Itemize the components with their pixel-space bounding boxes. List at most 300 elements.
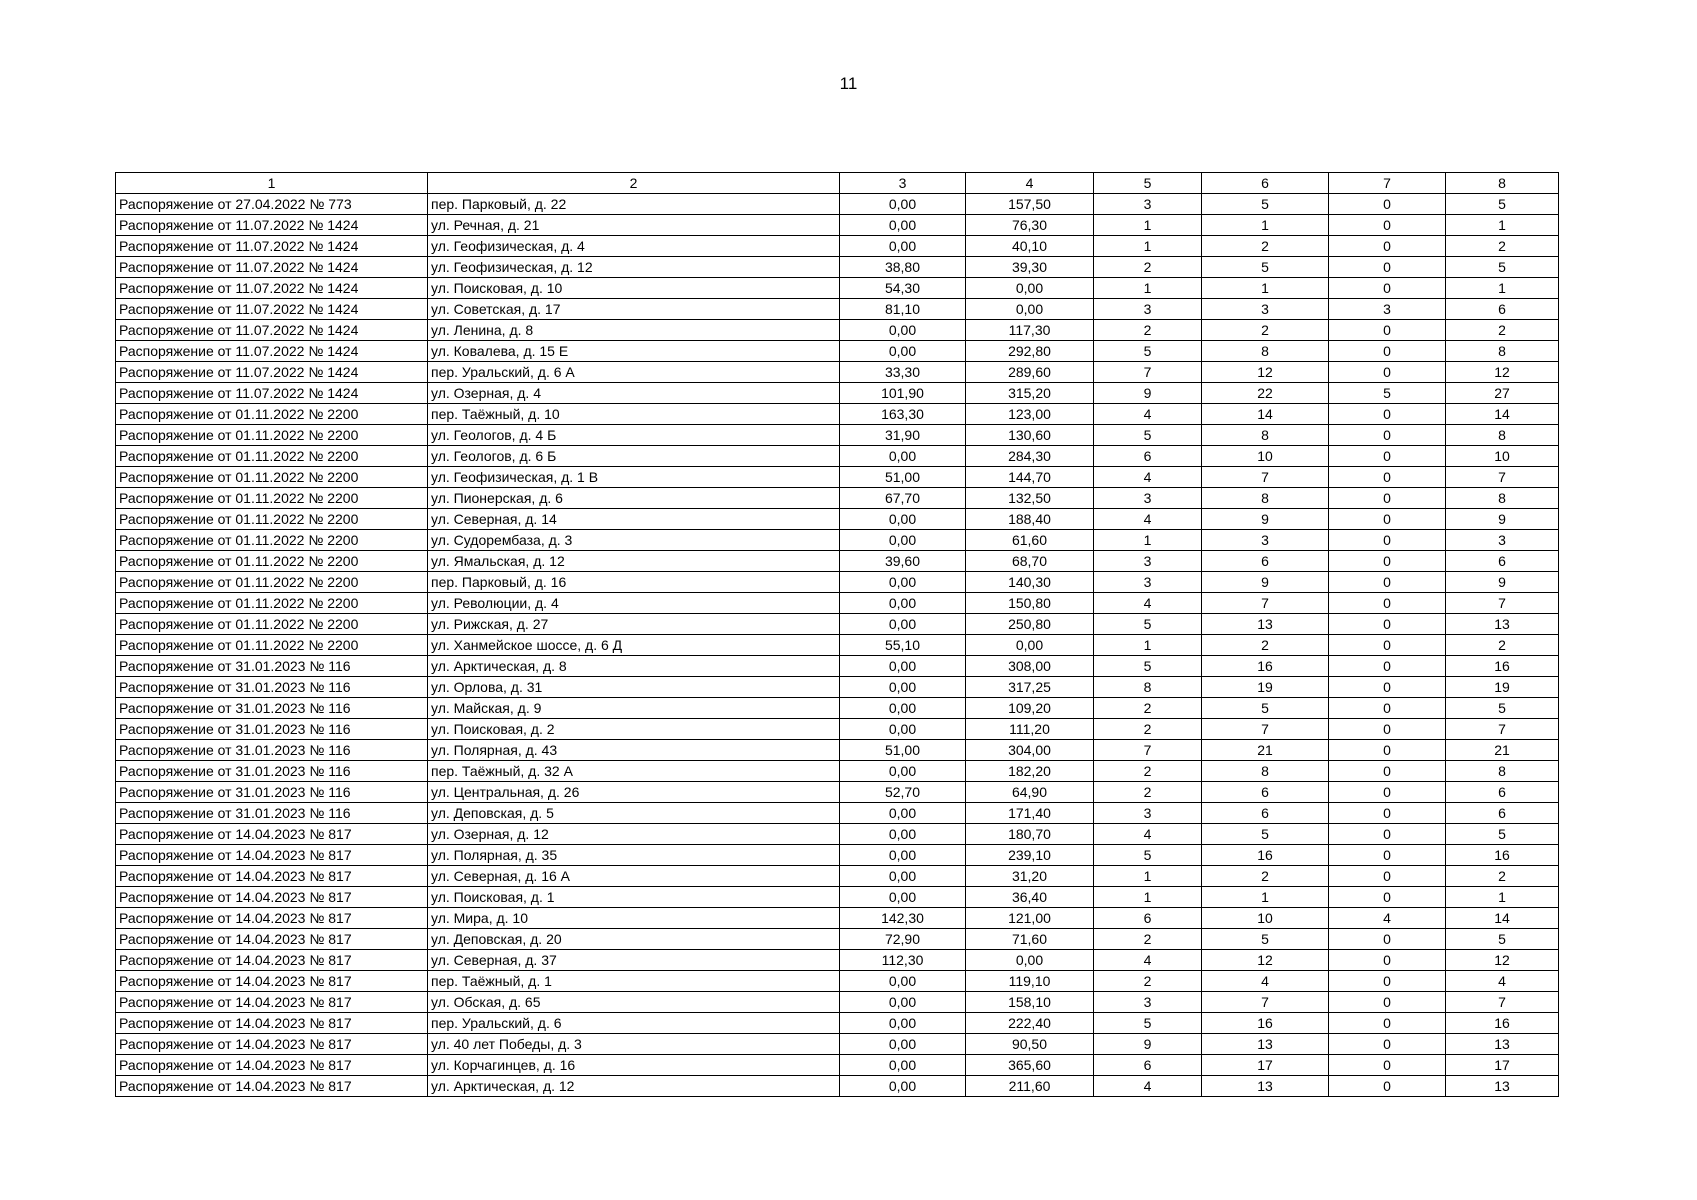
cell-col-5: 2 (1094, 257, 1202, 278)
cell-col-5: 9 (1094, 383, 1202, 404)
cell-col-6: 12 (1202, 950, 1329, 971)
cell-col-4: 0,00 (966, 635, 1094, 656)
cell-col-1: Распоряжение от 14.04.2023 № 817 (116, 1013, 428, 1034)
table-row (116, 404, 1559, 425)
cell-col-2: ул. 40 лет Победы, д. 3 (428, 1034, 840, 1055)
cell-col-1: Распоряжение от 14.04.2023 № 817 (116, 971, 428, 992)
cell-col-2: пер. Уральский, д. 6 А (428, 362, 840, 383)
cell-col-6: 3 (1202, 530, 1329, 551)
cell-col-5: 4 (1094, 1076, 1202, 1097)
cell-col-6: 2 (1202, 320, 1329, 341)
cell-col-1: Распоряжение от 14.04.2023 № 817 (116, 992, 428, 1013)
cell-col-6: 8 (1202, 341, 1329, 362)
cell-col-4: 315,20 (966, 383, 1094, 404)
cell-col-3: 0,00 (840, 677, 966, 698)
cell-col-4: 109,20 (966, 698, 1094, 719)
table-row (116, 362, 1559, 383)
cell-col-6: 8 (1202, 425, 1329, 446)
cell-col-5: 9 (1094, 1034, 1202, 1055)
cell-col-4: 0,00 (966, 950, 1094, 971)
cell-col-4: 171,40 (966, 803, 1094, 824)
cell-col-5: 3 (1094, 992, 1202, 1013)
cell-col-1: Распоряжение от 14.04.2023 № 817 (116, 929, 428, 950)
cell-col-3: 0,00 (840, 719, 966, 740)
cell-col-6: 4 (1202, 971, 1329, 992)
cell-col-2: ул. Речная, д. 21 (428, 215, 840, 236)
cell-col-1: Распоряжение от 01.11.2022 № 2200 (116, 614, 428, 635)
cell-col-1: Распоряжение от 31.01.2023 № 116 (116, 761, 428, 782)
cell-col-4: 71,60 (966, 929, 1094, 950)
cell-col-2: ул. Майская, д. 9 (428, 698, 840, 719)
cell-col-5: 1 (1094, 866, 1202, 887)
cell-col-8: 6 (1446, 803, 1559, 824)
column-header-2: 2 (428, 173, 840, 194)
cell-col-3: 142,30 (840, 908, 966, 929)
cell-col-7: 0 (1329, 866, 1446, 887)
cell-col-3: 67,70 (840, 488, 966, 509)
table-row (116, 971, 1559, 992)
table-row (116, 425, 1559, 446)
cell-col-4: 140,30 (966, 572, 1094, 593)
cell-col-3: 51,00 (840, 740, 966, 761)
cell-col-4: 317,25 (966, 677, 1094, 698)
cell-col-1: Распоряжение от 31.01.2023 № 116 (116, 803, 428, 824)
cell-col-2: ул. Озерная, д. 4 (428, 383, 840, 404)
cell-col-4: 284,30 (966, 446, 1094, 467)
cell-col-2: ул. Арктическая, д. 8 (428, 656, 840, 677)
cell-col-8: 27 (1446, 383, 1559, 404)
table-row (116, 257, 1559, 278)
table-row (116, 1055, 1559, 1076)
table-row (116, 551, 1559, 572)
cell-col-7: 0 (1329, 740, 1446, 761)
cell-col-5: 4 (1094, 593, 1202, 614)
cell-col-7: 0 (1329, 341, 1446, 362)
cell-col-6: 5 (1202, 698, 1329, 719)
cell-col-6: 7 (1202, 593, 1329, 614)
cell-col-7: 0 (1329, 467, 1446, 488)
cell-col-6: 6 (1202, 782, 1329, 803)
cell-col-7: 0 (1329, 215, 1446, 236)
cell-col-7: 0 (1329, 194, 1446, 215)
cell-col-5: 5 (1094, 614, 1202, 635)
cell-col-2: пер. Уральский, д. 6 (428, 1013, 840, 1034)
cell-col-6: 9 (1202, 509, 1329, 530)
cell-col-7: 0 (1329, 992, 1446, 1013)
cell-col-3: 163,30 (840, 404, 966, 425)
column-header-5: 5 (1094, 173, 1202, 194)
cell-col-7: 0 (1329, 1034, 1446, 1055)
cell-col-1: Распоряжение от 31.01.2023 № 116 (116, 782, 428, 803)
cell-col-4: 158,10 (966, 992, 1094, 1013)
cell-col-2: ул. Рижская, д. 27 (428, 614, 840, 635)
cell-col-4: 304,00 (966, 740, 1094, 761)
cell-col-1: Распоряжение от 11.07.2022 № 1424 (116, 278, 428, 299)
cell-col-2: ул. Северная, д. 37 (428, 950, 840, 971)
cell-col-8: 5 (1446, 929, 1559, 950)
cell-col-7: 0 (1329, 656, 1446, 677)
cell-col-6: 22 (1202, 383, 1329, 404)
cell-col-2: ул. Советская, д. 17 (428, 299, 840, 320)
cell-col-7: 0 (1329, 698, 1446, 719)
cell-col-5: 1 (1094, 530, 1202, 551)
cell-col-1: Распоряжение от 01.11.2022 № 2200 (116, 446, 428, 467)
cell-col-2: ул. Деповская, д. 5 (428, 803, 840, 824)
cell-col-8: 12 (1446, 950, 1559, 971)
cell-col-7: 0 (1329, 1055, 1446, 1076)
cell-col-2: ул. Полярная, д. 43 (428, 740, 840, 761)
cell-col-3: 0,00 (840, 656, 966, 677)
cell-col-1: Распоряжение от 11.07.2022 № 1424 (116, 362, 428, 383)
cell-col-3: 0,00 (840, 572, 966, 593)
cell-col-2: ул. Арктическая, д. 12 (428, 1076, 840, 1097)
cell-col-7: 0 (1329, 425, 1446, 446)
cell-col-1: Распоряжение от 01.11.2022 № 2200 (116, 572, 428, 593)
cell-col-7: 0 (1329, 761, 1446, 782)
cell-col-7: 0 (1329, 782, 1446, 803)
cell-col-7: 0 (1329, 593, 1446, 614)
cell-col-5: 7 (1094, 362, 1202, 383)
cell-col-2: ул. Поисковая, д. 2 (428, 719, 840, 740)
cell-col-4: 130,60 (966, 425, 1094, 446)
cell-col-7: 0 (1329, 887, 1446, 908)
table-row (116, 635, 1559, 656)
cell-col-6: 6 (1202, 803, 1329, 824)
cell-col-4: 121,00 (966, 908, 1094, 929)
cell-col-3: 0,00 (840, 236, 966, 257)
cell-col-8: 7 (1446, 593, 1559, 614)
cell-col-1: Распоряжение от 31.01.2023 № 116 (116, 656, 428, 677)
cell-col-3: 0,00 (840, 194, 966, 215)
cell-col-2: ул. Геофизическая, д. 12 (428, 257, 840, 278)
cell-col-4: 239,10 (966, 845, 1094, 866)
cell-col-1: Распоряжение от 14.04.2023 № 817 (116, 1055, 428, 1076)
cell-col-4: 180,70 (966, 824, 1094, 845)
header-row (116, 173, 1559, 194)
cell-col-1: Распоряжение от 14.04.2023 № 817 (116, 887, 428, 908)
cell-col-4: 150,80 (966, 593, 1094, 614)
cell-col-3: 0,00 (840, 341, 966, 362)
cell-col-3: 0,00 (840, 509, 966, 530)
cell-col-8: 1 (1446, 215, 1559, 236)
cell-col-4: 119,10 (966, 971, 1094, 992)
cell-col-2: ул. Геофизическая, д. 4 (428, 236, 840, 257)
cell-col-8: 14 (1446, 404, 1559, 425)
table-row (116, 1034, 1559, 1055)
cell-col-7: 0 (1329, 929, 1446, 950)
table-row (116, 866, 1559, 887)
cell-col-6: 2 (1202, 635, 1329, 656)
cell-col-4: 308,00 (966, 656, 1094, 677)
column-header-7: 7 (1329, 173, 1446, 194)
cell-col-8: 9 (1446, 572, 1559, 593)
table-row (116, 341, 1559, 362)
cell-col-8: 2 (1446, 635, 1559, 656)
cell-col-5: 2 (1094, 971, 1202, 992)
cell-col-6: 1 (1202, 278, 1329, 299)
cell-col-8: 3 (1446, 530, 1559, 551)
cell-col-8: 1 (1446, 887, 1559, 908)
cell-col-3: 0,00 (840, 824, 966, 845)
cell-col-1: Распоряжение от 14.04.2023 № 817 (116, 908, 428, 929)
cell-col-3: 0,00 (840, 845, 966, 866)
cell-col-4: 292,80 (966, 341, 1094, 362)
cell-col-2: ул. Корчагинцев, д. 16 (428, 1055, 840, 1076)
cell-col-6: 16 (1202, 656, 1329, 677)
cell-col-5: 2 (1094, 719, 1202, 740)
cell-col-8: 9 (1446, 509, 1559, 530)
cell-col-1: Распоряжение от 31.01.2023 № 116 (116, 698, 428, 719)
cell-col-1: Распоряжение от 01.11.2022 № 2200 (116, 509, 428, 530)
cell-col-2: ул. Ковалева, д. 15 Е (428, 341, 840, 362)
table-row (116, 992, 1559, 1013)
cell-col-5: 1 (1094, 236, 1202, 257)
cell-col-7: 0 (1329, 677, 1446, 698)
cell-col-5: 3 (1094, 194, 1202, 215)
cell-col-3: 0,00 (840, 866, 966, 887)
cell-col-7: 0 (1329, 614, 1446, 635)
table-row (116, 677, 1559, 698)
cell-col-2: пер. Таёжный, д. 1 (428, 971, 840, 992)
cell-col-4: 0,00 (966, 278, 1094, 299)
cell-col-7: 0 (1329, 257, 1446, 278)
cell-col-1: Распоряжение от 01.11.2022 № 2200 (116, 467, 428, 488)
cell-col-2: ул. Центральная, д. 26 (428, 782, 840, 803)
cell-col-3: 0,00 (840, 320, 966, 341)
cell-col-2: пер. Таёжный, д. 32 А (428, 761, 840, 782)
table-row (116, 299, 1559, 320)
table-row (116, 719, 1559, 740)
cell-col-2: ул. Геофизическая, д. 1 В (428, 467, 840, 488)
cell-col-3: 0,00 (840, 803, 966, 824)
cell-col-6: 16 (1202, 1013, 1329, 1034)
table-row (116, 509, 1559, 530)
cell-col-6: 8 (1202, 761, 1329, 782)
cell-col-7: 0 (1329, 362, 1446, 383)
cell-col-8: 17 (1446, 1055, 1559, 1076)
table-row (116, 782, 1559, 803)
cell-col-5: 5 (1094, 341, 1202, 362)
cell-col-7: 0 (1329, 530, 1446, 551)
cell-col-5: 3 (1094, 488, 1202, 509)
cell-col-4: 111,20 (966, 719, 1094, 740)
cell-col-4: 36,40 (966, 887, 1094, 908)
cell-col-7: 0 (1329, 572, 1446, 593)
cell-col-8: 4 (1446, 971, 1559, 992)
cell-col-7: 0 (1329, 446, 1446, 467)
cell-col-7: 0 (1329, 404, 1446, 425)
cell-col-7: 3 (1329, 299, 1446, 320)
cell-col-6: 21 (1202, 740, 1329, 761)
table-row (116, 803, 1559, 824)
cell-col-4: 64,90 (966, 782, 1094, 803)
cell-col-3: 0,00 (840, 971, 966, 992)
cell-col-8: 16 (1446, 1013, 1559, 1034)
cell-col-5: 1 (1094, 635, 1202, 656)
table-row (116, 194, 1559, 215)
cell-col-2: ул. Орлова, д. 31 (428, 677, 840, 698)
cell-col-4: 211,60 (966, 1076, 1094, 1097)
cell-col-4: 144,70 (966, 467, 1094, 488)
cell-col-7: 0 (1329, 236, 1446, 257)
cell-col-3: 0,00 (840, 1034, 966, 1055)
table-row (116, 845, 1559, 866)
cell-col-4: 90,50 (966, 1034, 1094, 1055)
cell-col-3: 0,00 (840, 1055, 966, 1076)
cell-col-4: 365,60 (966, 1055, 1094, 1076)
cell-col-8: 10 (1446, 446, 1559, 467)
cell-col-1: Распоряжение от 01.11.2022 № 2200 (116, 551, 428, 572)
cell-col-5: 1 (1094, 215, 1202, 236)
cell-col-4: 123,00 (966, 404, 1094, 425)
table-row (116, 215, 1559, 236)
cell-col-5: 6 (1094, 908, 1202, 929)
cell-col-4: 132,50 (966, 488, 1094, 509)
cell-col-5: 3 (1094, 803, 1202, 824)
cell-col-2: пер. Парковый, д. 22 (428, 194, 840, 215)
cell-col-4: 157,50 (966, 194, 1094, 215)
cell-col-7: 0 (1329, 845, 1446, 866)
cell-col-6: 1 (1202, 887, 1329, 908)
table-row (116, 908, 1559, 929)
table-row (116, 278, 1559, 299)
cell-col-2: ул. Ленина, д. 8 (428, 320, 840, 341)
cell-col-6: 13 (1202, 1076, 1329, 1097)
cell-col-1: Распоряжение от 31.01.2023 № 116 (116, 719, 428, 740)
cell-col-6: 12 (1202, 362, 1329, 383)
cell-col-5: 3 (1094, 551, 1202, 572)
cell-col-5: 5 (1094, 656, 1202, 677)
cell-col-2: ул. Пионерская, д. 6 (428, 488, 840, 509)
cell-col-4: 61,60 (966, 530, 1094, 551)
cell-col-4: 39,30 (966, 257, 1094, 278)
cell-col-3: 51,00 (840, 467, 966, 488)
column-header-6: 6 (1202, 173, 1329, 194)
cell-col-3: 0,00 (840, 1013, 966, 1034)
cell-col-2: ул. Полярная, д. 35 (428, 845, 840, 866)
table-row (116, 1013, 1559, 1034)
cell-col-1: Распоряжение от 14.04.2023 № 817 (116, 845, 428, 866)
cell-col-4: 68,70 (966, 551, 1094, 572)
cell-col-7: 5 (1329, 383, 1446, 404)
cell-col-3: 54,30 (840, 278, 966, 299)
cell-col-8: 13 (1446, 1034, 1559, 1055)
cell-col-5: 6 (1094, 446, 1202, 467)
table-row (116, 761, 1559, 782)
cell-col-8: 12 (1446, 362, 1559, 383)
cell-col-6: 8 (1202, 488, 1329, 509)
cell-col-7: 0 (1329, 278, 1446, 299)
cell-col-6: 7 (1202, 992, 1329, 1013)
cell-col-8: 8 (1446, 761, 1559, 782)
cell-col-1: Распоряжение от 14.04.2023 № 817 (116, 1076, 428, 1097)
cell-col-5: 4 (1094, 509, 1202, 530)
cell-col-5: 2 (1094, 698, 1202, 719)
cell-col-8: 13 (1446, 1076, 1559, 1097)
cell-col-1: Распоряжение от 01.11.2022 № 2200 (116, 635, 428, 656)
cell-col-5: 2 (1094, 929, 1202, 950)
table-row (116, 887, 1559, 908)
cell-col-6: 10 (1202, 446, 1329, 467)
cell-col-5: 3 (1094, 572, 1202, 593)
cell-col-4: 31,20 (966, 866, 1094, 887)
cell-col-6: 10 (1202, 908, 1329, 929)
cell-col-8: 8 (1446, 341, 1559, 362)
cell-col-7: 0 (1329, 1013, 1446, 1034)
cell-col-5: 4 (1094, 404, 1202, 425)
cell-col-6: 5 (1202, 824, 1329, 845)
cell-col-3: 0,00 (840, 698, 966, 719)
cell-col-7: 0 (1329, 635, 1446, 656)
cell-col-5: 1 (1094, 278, 1202, 299)
cell-col-6: 5 (1202, 929, 1329, 950)
cell-col-5: 6 (1094, 1055, 1202, 1076)
cell-col-1: Распоряжение от 01.11.2022 № 2200 (116, 593, 428, 614)
cell-col-7: 0 (1329, 488, 1446, 509)
cell-col-2: ул. Обская, д. 65 (428, 992, 840, 1013)
cell-col-2: пер. Таёжный, д. 10 (428, 404, 840, 425)
cell-col-8: 7 (1446, 719, 1559, 740)
table-row (116, 593, 1559, 614)
cell-col-2: ул. Поисковая, д. 1 (428, 887, 840, 908)
cell-col-7: 0 (1329, 803, 1446, 824)
cell-col-1: Распоряжение от 11.07.2022 № 1424 (116, 383, 428, 404)
cell-col-2: ул. Ханмейское шоссе, д. 6 Д (428, 635, 840, 656)
cell-col-1: Распоряжение от 31.01.2023 № 116 (116, 677, 428, 698)
cell-col-7: 4 (1329, 908, 1446, 929)
cell-col-3: 0,00 (840, 215, 966, 236)
cell-col-3: 0,00 (840, 992, 966, 1013)
cell-col-3: 0,00 (840, 593, 966, 614)
cell-col-3: 112,30 (840, 950, 966, 971)
cell-col-2: ул. Северная, д. 14 (428, 509, 840, 530)
cell-col-5: 8 (1094, 677, 1202, 698)
cell-col-6: 19 (1202, 677, 1329, 698)
cell-col-1: Распоряжение от 11.07.2022 № 1424 (116, 257, 428, 278)
cell-col-1: Распоряжение от 11.07.2022 № 1424 (116, 215, 428, 236)
cell-col-8: 5 (1446, 698, 1559, 719)
cell-col-6: 1 (1202, 215, 1329, 236)
cell-col-3: 0,00 (840, 761, 966, 782)
cell-col-1: Распоряжение от 14.04.2023 № 817 (116, 866, 428, 887)
page-number: 11 (839, 74, 858, 93)
cell-col-3: 81,10 (840, 299, 966, 320)
cell-col-1: Распоряжение от 27.04.2022 № 773 (116, 194, 428, 215)
cell-col-4: 0,00 (966, 299, 1094, 320)
cell-col-1: Распоряжение от 01.11.2022 № 2200 (116, 425, 428, 446)
cell-col-3: 101,90 (840, 383, 966, 404)
cell-col-3: 0,00 (840, 614, 966, 635)
table-body (116, 173, 1559, 1097)
cell-col-8: 16 (1446, 656, 1559, 677)
cell-col-1: Распоряжение от 14.04.2023 № 817 (116, 950, 428, 971)
cell-col-5: 1 (1094, 887, 1202, 908)
cell-col-6: 13 (1202, 1034, 1329, 1055)
cell-col-6: 13 (1202, 614, 1329, 635)
cell-col-2: ул. Северная, д. 16 А (428, 866, 840, 887)
table-row (116, 950, 1559, 971)
cell-col-8: 14 (1446, 908, 1559, 929)
table-row (116, 383, 1559, 404)
cell-col-8: 13 (1446, 614, 1559, 635)
cell-col-7: 0 (1329, 1076, 1446, 1097)
cell-col-5: 7 (1094, 740, 1202, 761)
column-header-1: 1 (116, 173, 428, 194)
cell-col-8: 7 (1446, 992, 1559, 1013)
cell-col-2: ул. Деповская, д. 20 (428, 929, 840, 950)
cell-col-5: 5 (1094, 425, 1202, 446)
cell-col-4: 222,40 (966, 1013, 1094, 1034)
